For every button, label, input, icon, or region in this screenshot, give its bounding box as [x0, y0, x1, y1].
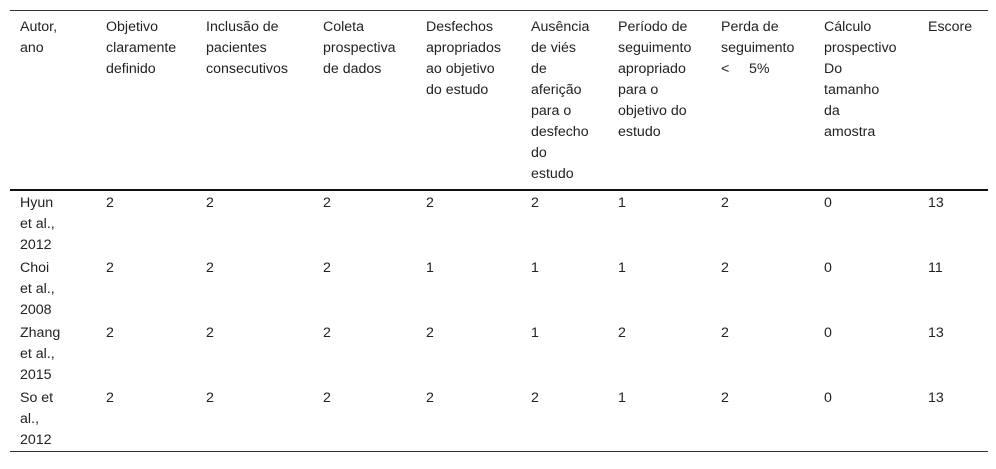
column-header-line: Cálculo [824, 19, 872, 35]
score-cell-prospective-sample-size: 0 [824, 260, 832, 276]
column-header-line: de [531, 61, 547, 77]
column-header-line: para o [618, 82, 659, 98]
score-cell-score: 13 [928, 390, 944, 406]
score-cell-prospective-collection: 2 [323, 195, 331, 211]
author-line: al., [20, 411, 39, 427]
column-header-prospective-sample-size [814, 11, 918, 191]
column-header-line: Ausência [531, 19, 590, 35]
column-header-line: para o [531, 103, 572, 119]
score-cell-prospective-collection: 2 [323, 390, 331, 406]
column-header-line: apropriado [618, 61, 686, 77]
author-line: 2015 [20, 367, 52, 383]
table-row [10, 386, 988, 452]
column-header-line: ano [20, 40, 44, 56]
table-row [10, 321, 988, 386]
column-header-line: de viés [531, 40, 576, 56]
column-header-line: do [531, 145, 547, 161]
column-header-line: estudo [618, 124, 661, 140]
column-header-author-year [10, 11, 96, 191]
header-row [10, 11, 988, 191]
score-cell-no-assessment-bias: 1 [531, 325, 539, 341]
author-line: Choi [20, 260, 50, 276]
column-header-line: de dados [323, 61, 382, 77]
author-line: Zhang [20, 325, 61, 341]
table-header [10, 11, 988, 191]
score-cell-objective-defined: 2 [106, 260, 114, 276]
column-header-line: amostra [824, 124, 876, 140]
author-line: et al., [20, 216, 55, 232]
column-header-line: Escore [928, 19, 973, 35]
column-header-line: aferição [531, 82, 582, 98]
column-header-appropriate-followup [608, 11, 711, 191]
table-row [10, 256, 988, 321]
score-cell-no-assessment-bias: 2 [531, 195, 539, 211]
author-cell [10, 386, 96, 452]
score-cell-appropriate-outcomes: 2 [426, 390, 434, 406]
column-header-line: da [824, 103, 840, 119]
score-cell-appropriate-followup: 1 [618, 390, 626, 406]
author-cell [10, 321, 96, 386]
column-header-line: Autor, [20, 19, 58, 35]
column-header-line: < 5% [721, 61, 770, 77]
score-cell-prospective-sample-size: 0 [824, 325, 832, 341]
score-cell-followup-loss: 2 [721, 260, 729, 276]
column-header-line: Perda de [721, 19, 779, 35]
column-header-line: Coleta [323, 19, 365, 35]
column-header-line: apropriados [426, 40, 501, 56]
score-cell-consecutive-inclusion: 2 [206, 325, 214, 341]
score-cell-followup-loss: 2 [721, 390, 729, 406]
score-cell-no-assessment-bias: 2 [531, 390, 539, 406]
author-line: et al., [20, 281, 55, 297]
score-cell-consecutive-inclusion: 2 [206, 260, 214, 276]
column-header-consecutive-inclusion [196, 11, 313, 191]
column-header-line: definido [106, 61, 156, 77]
author-line: 2012 [20, 237, 52, 253]
column-header-followup-loss [711, 11, 814, 191]
column-header-line: seguimento [618, 40, 692, 56]
score-cell-prospective-sample-size: 0 [824, 390, 832, 406]
score-cell-prospective-sample-size: 0 [824, 195, 832, 211]
column-header-appropriate-outcomes [416, 11, 521, 191]
score-cell-consecutive-inclusion: 2 [206, 195, 214, 211]
score-cell-appropriate-outcomes: 1 [426, 260, 434, 276]
column-header-line: ao objetivo [426, 61, 495, 77]
column-header-line: Período de [618, 19, 688, 35]
column-header-line: desfecho [531, 124, 589, 140]
column-header-line: prospectivo [824, 40, 897, 56]
score-cell-followup-loss: 2 [721, 195, 729, 211]
column-header-line: Do [824, 61, 843, 77]
column-header-line: objetivo do [618, 103, 687, 119]
column-header-line: claramente [106, 40, 177, 56]
column-header-line: estudo [531, 166, 574, 182]
score-cell-no-assessment-bias: 1 [531, 260, 539, 276]
column-header-score [918, 11, 988, 191]
score-cell-score: 13 [928, 195, 944, 211]
score-cell-appropriate-outcomes: 2 [426, 325, 434, 341]
score-cell-appropriate-followup: 1 [618, 260, 626, 276]
author-line: 2008 [20, 302, 52, 318]
score-cell-consecutive-inclusion: 2 [206, 390, 214, 406]
column-header-line: Objetivo [106, 19, 159, 35]
score-cell-objective-defined: 2 [106, 390, 114, 406]
column-header-prospective-collection [313, 11, 416, 191]
column-header-line: Desfechos [426, 19, 494, 35]
author-line: et al., [20, 346, 55, 362]
score-cell-appropriate-followup: 2 [618, 325, 626, 341]
score-cell-objective-defined: 2 [106, 325, 114, 341]
quality-assessment-table [10, 10, 988, 452]
table-row [10, 190, 988, 256]
column-header-line: pacientes [206, 40, 267, 56]
score-cell-score: 11 [928, 260, 943, 276]
author-line: Hyun [20, 195, 54, 211]
column-header-line: consecutivos [206, 61, 289, 77]
author-cell [10, 190, 96, 256]
author-cell [10, 256, 96, 321]
column-header-line: tamanho [824, 82, 880, 98]
score-cell-score: 13 [928, 325, 944, 341]
column-header-no-assessment-bias [521, 11, 608, 191]
quality-assessment-table-container [10, 10, 988, 452]
score-cell-followup-loss: 2 [721, 325, 729, 341]
column-header-line: do estudo [426, 82, 489, 98]
score-cell-objective-defined: 2 [106, 195, 114, 211]
author-line: So et [20, 390, 54, 406]
score-cell-prospective-collection: 2 [323, 325, 331, 341]
table-body [10, 190, 988, 452]
column-header-line: prospectiva [323, 40, 396, 56]
column-header-objective-defined [96, 11, 196, 191]
column-header-line: seguimento [721, 40, 795, 56]
score-cell-appropriate-followup: 1 [618, 195, 626, 211]
score-cell-appropriate-outcomes: 2 [426, 195, 434, 211]
author-line: 2012 [20, 432, 52, 448]
column-header-line: Inclusão de [206, 19, 279, 35]
score-cell-prospective-collection: 2 [323, 260, 331, 276]
